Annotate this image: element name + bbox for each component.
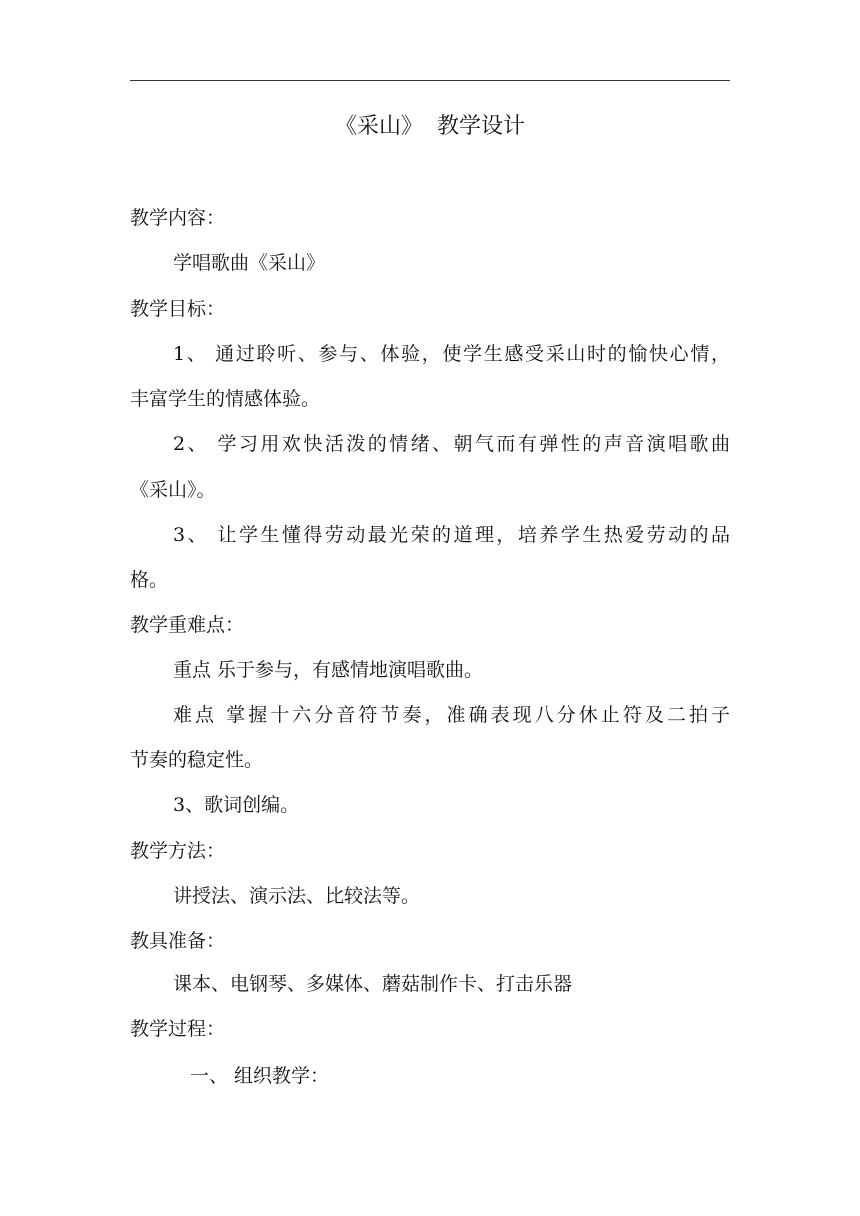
objective-2-line-1: 2、 学习用欢快活泼的情绪、朝气而有弹性的声音演唱歌曲	[173, 433, 730, 455]
objective-1-line-2: 丰富学生的情感体验。	[130, 388, 321, 410]
objective-2-line-2: 《采山》。	[130, 479, 216, 501]
section-heading-tools: 教具准备：	[130, 930, 226, 952]
objective-3-line-2: 格。	[130, 569, 169, 591]
section-heading-key-points: 教学重难点：	[130, 614, 245, 636]
section-heading-content: 教学内容：	[130, 207, 226, 229]
process-step-1: 一、 组织教学：	[190, 1065, 330, 1087]
objective-1-line-1: 1、 通过聆听、参与、体验，使学生感受采山时的愉快心情，	[173, 343, 730, 365]
point-3-text: 3、歌词创编。	[173, 794, 300, 816]
tools-text: 课本、电钢琴、多媒体、蘑菇制作卡、打击乐器	[173, 973, 573, 995]
methods-text: 讲授法、演示法、比较法等。	[173, 885, 421, 907]
difficulty-line-2: 节奏的稳定性。	[130, 749, 264, 771]
key-point-text: 重点 乐于参与，有感情地演唱歌曲。	[173, 659, 484, 681]
content-text: 学唱歌曲《采山》	[173, 252, 326, 274]
difficulty-line-1: 难点 掌握十六分音符节奏，准确表现八分休止符及二拍子	[173, 704, 730, 726]
document-title: 《采山》 教学设计	[335, 114, 525, 139]
section-heading-objectives: 教学目标：	[130, 298, 226, 320]
section-heading-methods: 教学方法：	[130, 840, 226, 862]
objective-3-line-1: 3、 让学生懂得劳动最光荣的道理，培养学生热爱劳动的品	[173, 524, 730, 546]
header-rule	[130, 80, 730, 81]
section-heading-process: 教学过程：	[130, 1018, 226, 1040]
